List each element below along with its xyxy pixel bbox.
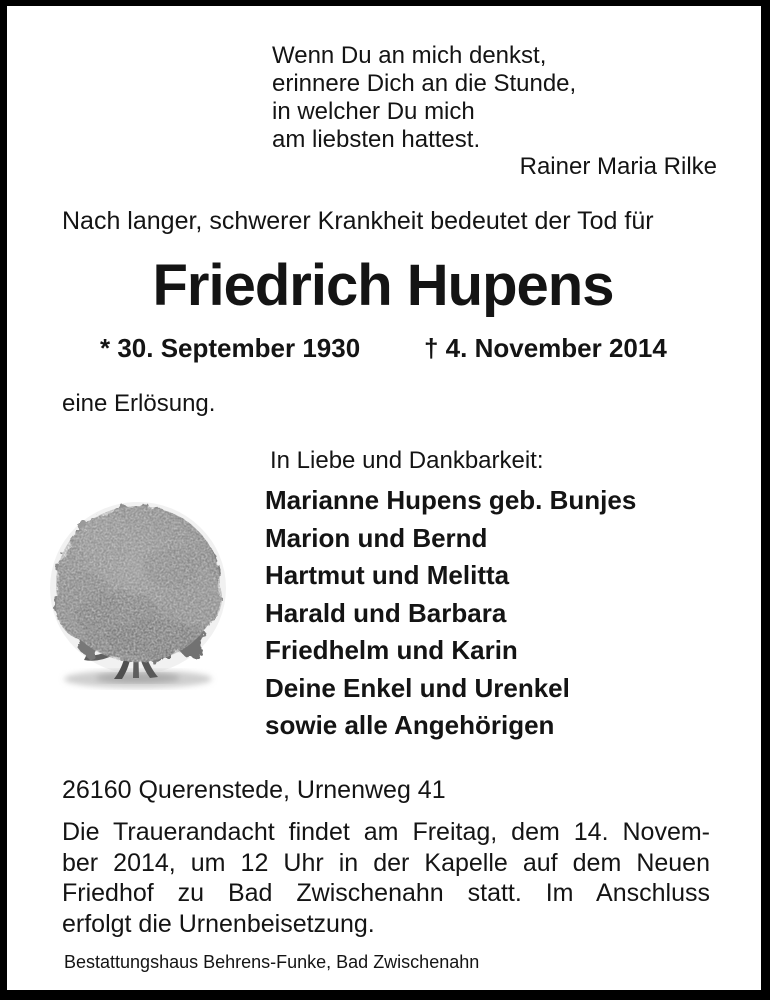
service-details bbox=[62, 817, 710, 939]
mourner-name: Friedhelm und Karin bbox=[265, 635, 518, 665]
birth-date: * 30. September 1930 bbox=[100, 333, 361, 363]
mourner-names-list bbox=[265, 482, 636, 745]
funeral-home-line: Bestattungshaus Behrens-Funke, Bad Zwischenahn bbox=[64, 952, 480, 972]
service-details-line: erfolgt die Urnenbeisetzung. bbox=[62, 909, 375, 938]
mourner-name: Marianne Hupens geb. Bunjes bbox=[265, 485, 637, 515]
tree-icon bbox=[50, 496, 226, 692]
mourner-name: Hartmut und Melitta bbox=[265, 560, 510, 590]
quote-line: erinnere Dich an die Stunde, bbox=[272, 70, 577, 97]
memorial-tree-image bbox=[50, 496, 226, 692]
quote-line: am liebsten hattest. bbox=[272, 126, 481, 153]
quote-line: in welcher Du mich bbox=[272, 98, 475, 125]
intro-line: Nach langer, schwerer Krankheit bedeutet der Tod für bbox=[62, 207, 654, 235]
mourner-name: Marion und Bernd bbox=[265, 522, 488, 553]
address-line: 26160 Querenstede, Urnenweg 41 bbox=[62, 776, 446, 804]
quote-attribution: Rainer Maria Rilke bbox=[519, 153, 717, 180]
death-date: † 4. November 2014 bbox=[424, 333, 667, 363]
tribute-heading: In Liebe und Dankbarkeit: bbox=[270, 447, 544, 474]
service-details-line: Die Trauerandacht findet am Freitag, dem 14. Novem- bbox=[62, 818, 710, 846]
deceased-name: Friedrich Hupens bbox=[152, 253, 614, 318]
quote-line: Wenn Du an mich denkst, bbox=[272, 42, 547, 69]
mourner-name: Harald und Barbara bbox=[265, 597, 507, 628]
mourner-name: Deine Enkel und Urenkel bbox=[265, 672, 570, 703]
service-details-line: ber 2014, um 12 Uhr in der Kapelle auf dem Neuen bbox=[62, 848, 710, 877]
closing-line: eine Erlösung. bbox=[62, 390, 216, 417]
mourner-name: sowie alle Angehörigen bbox=[265, 710, 555, 740]
service-details-line: Friedhof zu Bad Zwischenahn statt. Im Anschluss bbox=[62, 879, 710, 907]
memorial-quote bbox=[272, 42, 576, 154]
